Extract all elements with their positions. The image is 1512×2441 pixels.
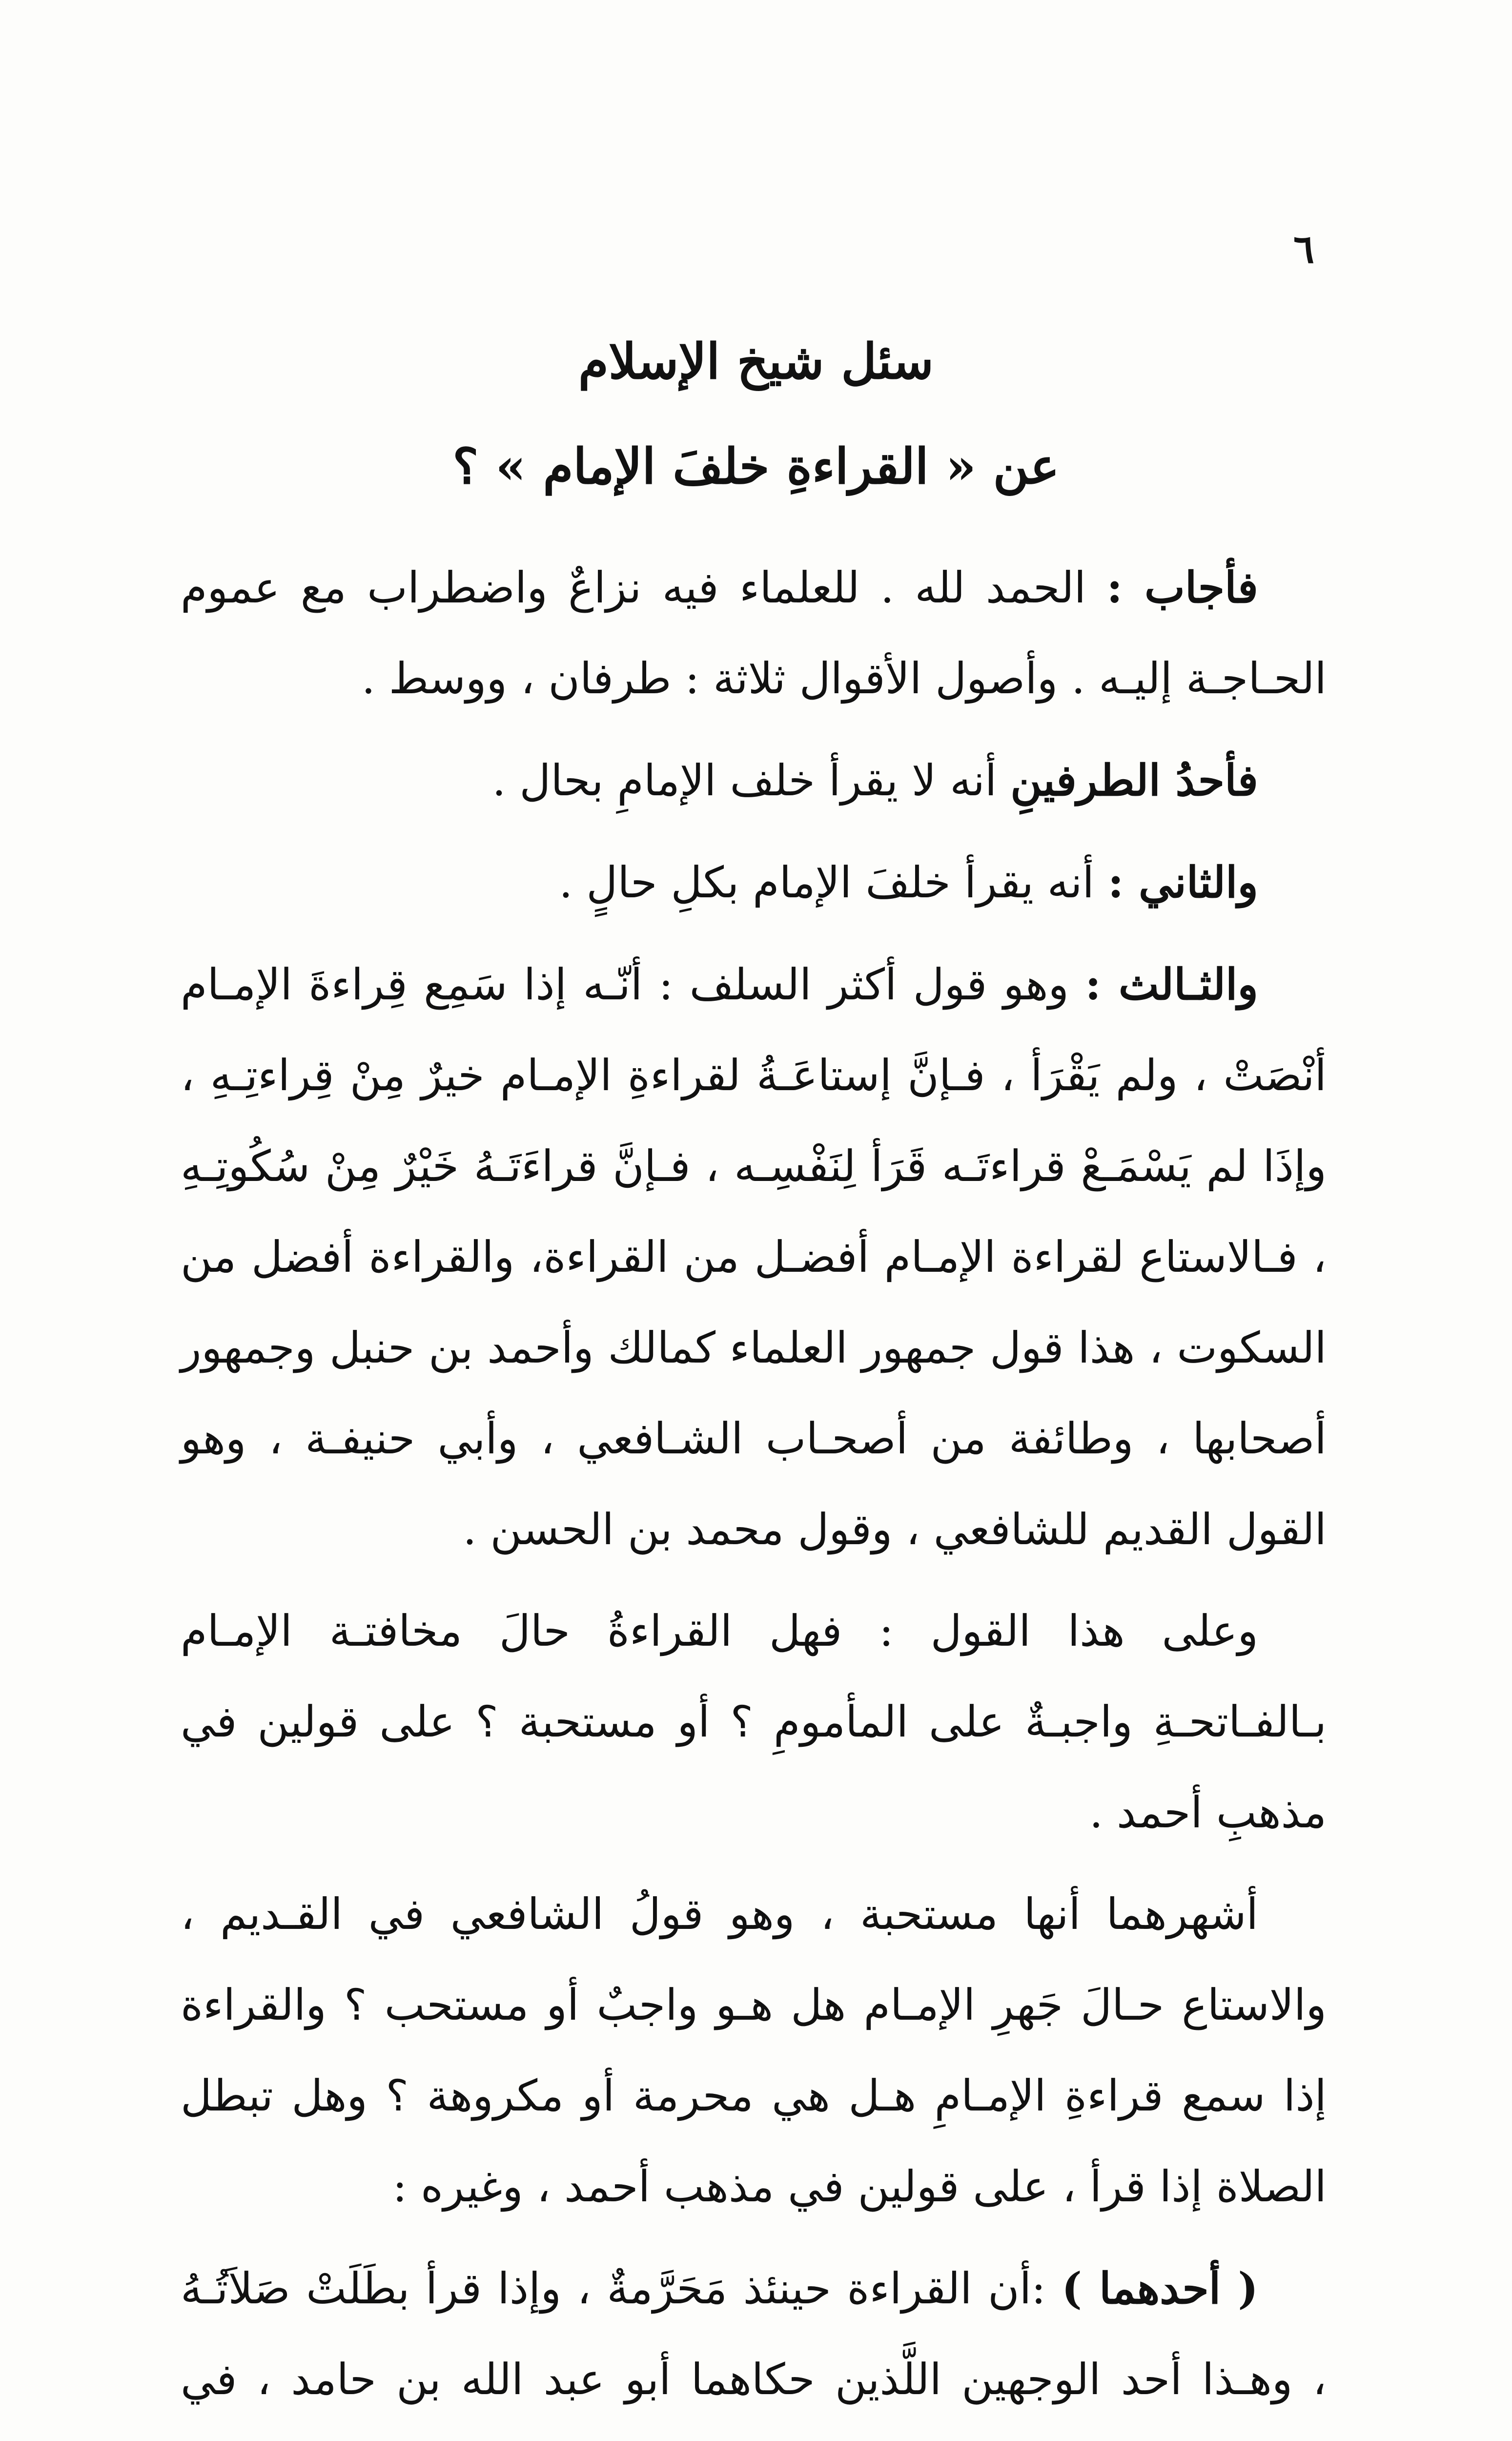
paragraph-lead: فأحدُ الطرفينِ bbox=[1010, 755, 1258, 806]
paragraph-lead: ( أحدهما ) bbox=[1062, 2263, 1258, 2314]
paragraph-lead: والثـالث : bbox=[1085, 959, 1258, 1010]
paragraph-most-famous bbox=[181, 1869, 1327, 2232]
page-title: سئل شيخ الإسلام bbox=[578, 332, 934, 390]
paragraph-third-view bbox=[181, 939, 1327, 1575]
paragraph-on-this-view bbox=[181, 1586, 1327, 1858]
paragraph-first-view bbox=[181, 735, 1327, 826]
paragraph-text: أنه لا يقرأ خلف الإمامِ بحال . bbox=[492, 755, 1011, 806]
paragraph-text: وعلى هذا القول : فهل القراءةُ حالَ مخافتـة الإمـام بـالفـاتحـةِ واجبـةٌ على المأمومِ ؟ أو مستحبة ؟ على قولين في مذهبِ أحمد . bbox=[181, 1606, 1327, 1838]
paragraph-lead: فأجاب : bbox=[1106, 562, 1258, 613]
paragraph-text: الحمد لله . للعلماء فيه نزاعٌ واضطراب مع عموم الحـاجـة إليـه . وأصول الأقوال ثلاثة : طرفان ، ووسط . bbox=[181, 562, 1327, 703]
page-subtitle: عن « القراءةِ خلفَ الإمام » ؟ bbox=[452, 437, 1060, 495]
paragraph-text: :أن القراءة حينئذ مَحَرَّمةٌ ، وإذا قرأ بطَلَتْ صَلاَتُـهُ ، وهـذا أحد الوجهين اللَّذين حكاهما أبو عبد الله بن حامد ، في bbox=[181, 2263, 1327, 2404]
paragraph-text: أشهرهما أنها مستحبة ، وهو قولُ الشافعي في القـديم ، والاستاع حـالَ جَهرِ الإمـام هل هـو واجبٌ أو مستحب ؟ والقراءة إذا سمع قراءةِ الإمـامِ هـل هي محرمة أو مكروهة ؟ وهل تبطل الصلاة إذا قرأ ، على قولين في مذهب أحمد ، وغيره : bbox=[181, 1889, 1327, 2212]
paragraph-answer bbox=[181, 542, 1327, 724]
paragraph-text: وهو قول أكثر السلف : أنّـه إذا سَمِع قِراءةَ الإمـام أنْصَتْ ، ولم يَقْرَأ ، فـإنَّ إستاعَـةُ لقراءةِ الإمـام خيرٌ مِنْ قِراءتِـهِ ، وإذَا لم يَسْمَـعْ قراءتَـه قَرَأ لِنَفْسِـه ، فـإنَّ قراءَتَـهُ خَيْرٌ مِنْ سُكُوتِـهِ ، فـالاستاع لقراءة الإمـام أفضـل من القراءة، والقراءة أفضل من السكوت ، هذا قول جمهور العلماء كمالك وأحمد بن حنبل وجمهور أصحابها ، وطائفة من أصحـاب الشـافعي ، وأبي حنيفـة ، وهو القول القديم للشافعي ، وقول محمد بن الحسن . bbox=[181, 959, 1327, 1554]
body-text bbox=[181, 542, 1327, 2441]
paragraph-second-view bbox=[181, 837, 1327, 928]
paragraph-text: أنه يقرأ خلفَ الإمام بكلِ حالٍ . bbox=[559, 857, 1108, 908]
paragraph-first-opinion bbox=[181, 2243, 1327, 2441]
paragraph-lead: والثاني : bbox=[1107, 857, 1258, 908]
page-number: ٦ bbox=[1293, 226, 1314, 272]
